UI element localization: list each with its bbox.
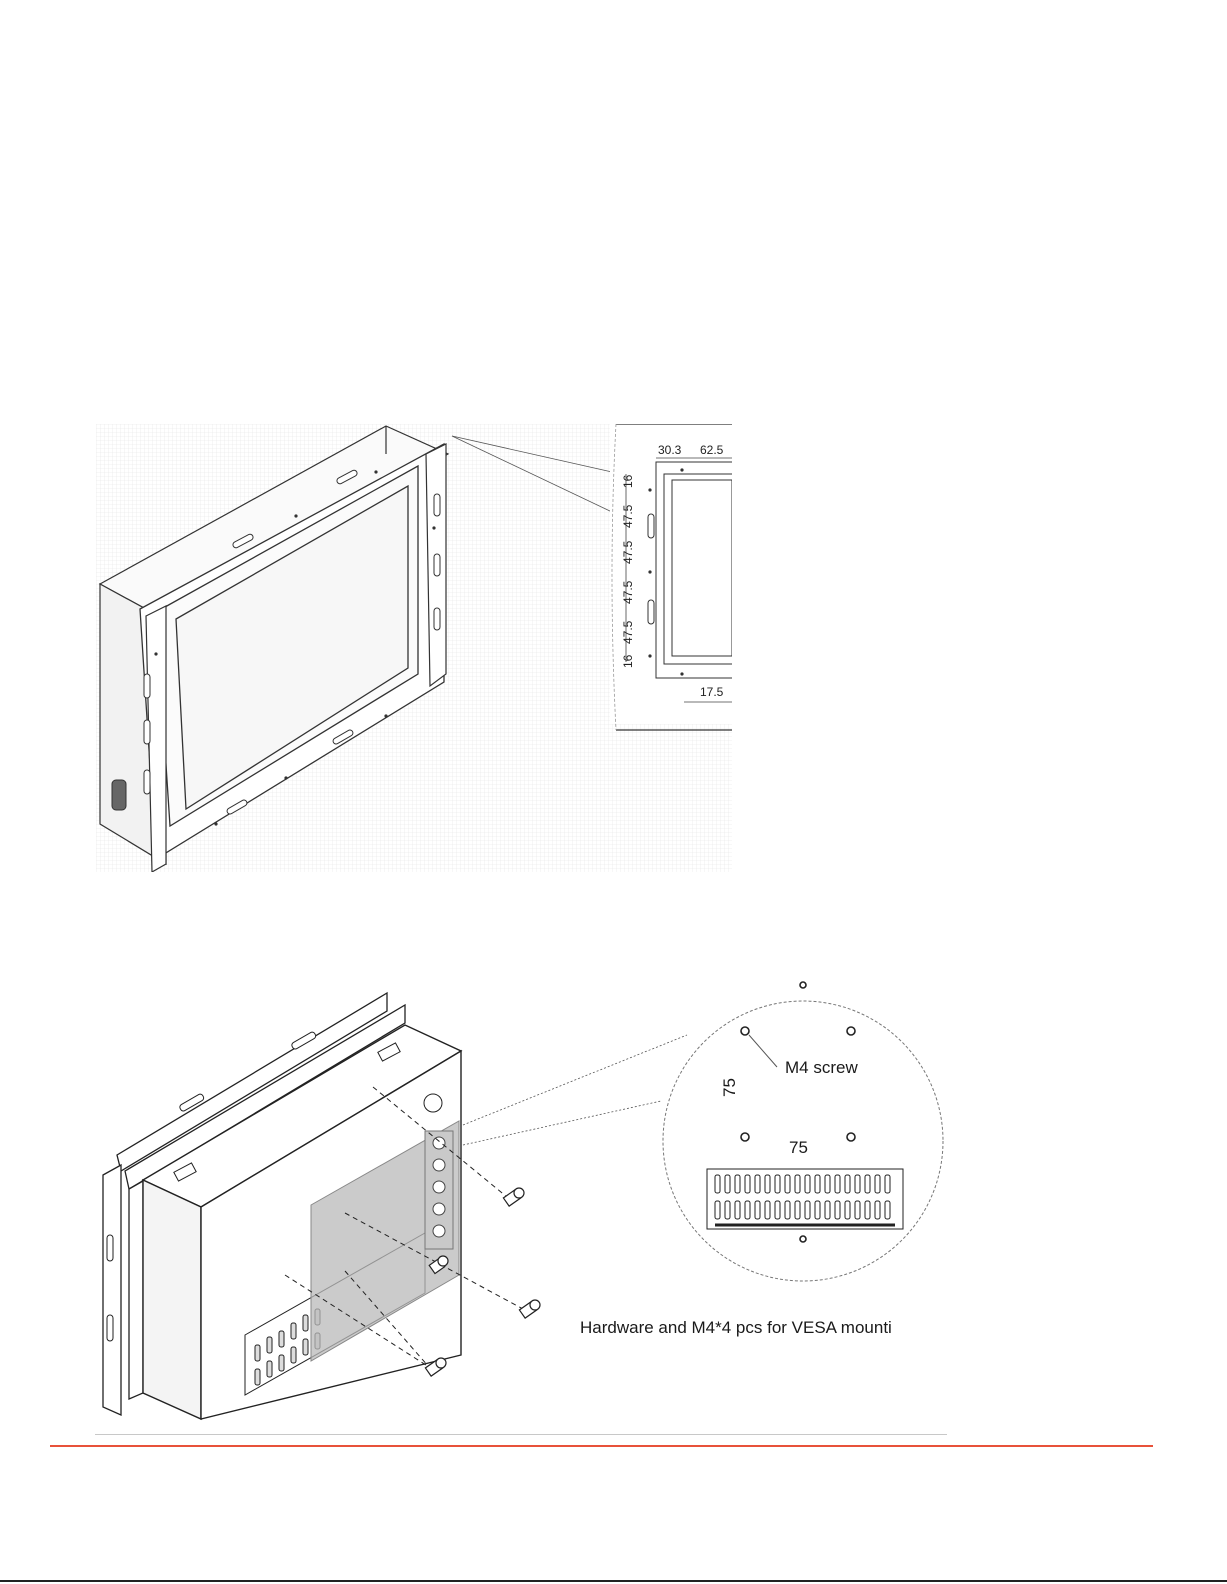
open-frame-drawing <box>96 424 732 872</box>
side-vent <box>112 780 126 810</box>
figure-divider <box>95 1434 947 1435</box>
accent-rule <box>50 1445 1153 1447</box>
dim-vertical-5: 16 <box>621 654 635 668</box>
vertical-spacing-label: 75 <box>720 1078 739 1097</box>
callout-leaders <box>463 1035 687 1145</box>
vesa-mount-svg <box>95 975 950 1435</box>
dim-vertical-0: 16 <box>621 474 635 488</box>
open-frame-svg <box>96 424 732 872</box>
page-bottom-rule <box>0 1580 1227 1582</box>
screw-1 <box>503 1188 524 1206</box>
vesa-detail-callout <box>663 982 943 1281</box>
m4-screw-label: M4 screw <box>785 1058 858 1077</box>
dim-top-right: 62.5 <box>700 443 724 457</box>
vesa-caption: Hardware and M4*4 pcs for VESA mounti <box>580 1318 892 1337</box>
dim-vertical-4: 47.5 <box>621 620 635 644</box>
dim-vertical-1: 47.5 <box>621 504 635 528</box>
dim-vertical-3: 47.5 <box>621 580 635 604</box>
vesa-mount-drawing <box>95 975 950 1435</box>
horizontal-spacing-label: 75 <box>789 1138 808 1157</box>
detail-inset <box>610 424 732 730</box>
dim-top-left: 30.3 <box>658 443 682 457</box>
screw-2 <box>519 1300 540 1318</box>
dim-bottom: 17.5 <box>700 685 724 699</box>
dim-vertical-2: 47.5 <box>621 540 635 564</box>
